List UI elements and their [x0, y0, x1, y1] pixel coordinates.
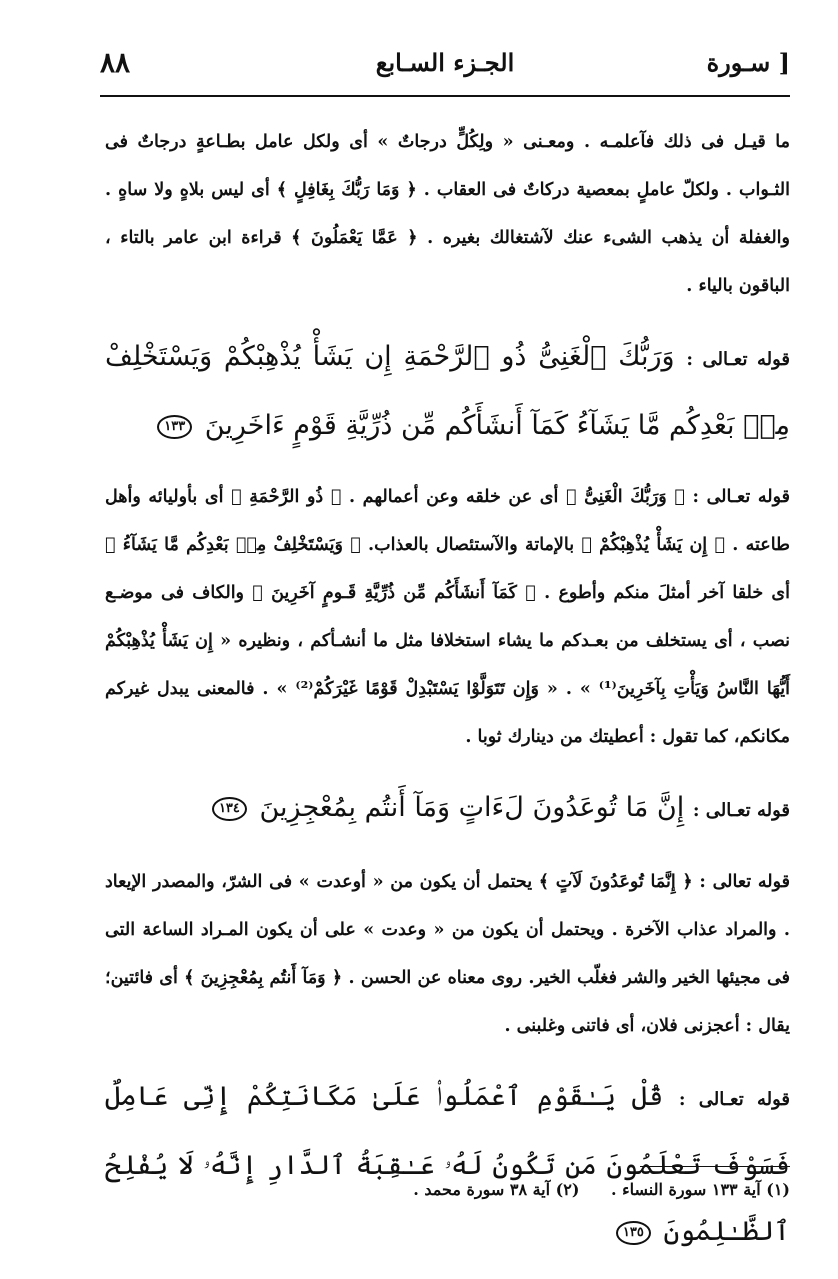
surah-label: [ سـورة: [706, 48, 790, 77]
ayah-number-marker: ١٣٥: [616, 1221, 651, 1245]
page-header: [100, 40, 790, 92]
verse-intro: قوله تعـالى :: [686, 349, 790, 370]
verse-text: إِنَّ مَا تُوعَدُونَ لَءَاتٍ وَمَآ أَنتُم بِمُعْجِزِينَ: [259, 792, 685, 823]
verse-text: وَرَبُّكَ ٱلْغَنِىُّ ذُو ٱلرَّحْمَةِ إِن يَشَأْ يُذْهِبْكُمْ وَيَسْتَخْلِفْ مِنۢ بَعْدِكُم مَّا يَشَآءُ كَمَآ أَنشَأَكُم مِّن ذُرِّيَّةِ قَوْمٍ ءَاخَرِينَ: [105, 341, 790, 441]
verse-intro: قوله تعـالى :: [692, 800, 790, 821]
verse-text: قُلْ يَـٰقَوْمِ ٱعْمَلُوا۟ عَلَىٰ مَكَانَتِكُمْ إِنِّى عَامِلٌ فَسَوْفَ تَعْلَمُونَ مَن تَكُونُ لَهُۥ عَـٰقِبَةُ ٱلدَّارِ إِنَّهُۥ لَا يُفْلِحُ ٱلظَّـٰلِمُونَ: [105, 1081, 790, 1247]
running-title: الجـزء السـابع: [375, 48, 515, 77]
page-number: ٨٨: [100, 46, 131, 79]
footnotes: [100, 1180, 790, 1199]
verse-intro: قوله تعـالى :: [678, 1089, 790, 1110]
footnote-divider: [640, 1166, 790, 1167]
ayah-number-marker: ١٣٣: [157, 415, 192, 439]
footnote-2: (٢) آية ٣٨ سورة محمد .: [413, 1180, 580, 1199]
footnote-1: (١) آية ١٣٣ سورة النساء .: [610, 1180, 790, 1199]
commentary-paragraph: قوله تعالى : ﴿ إِنَّمَا تُوعَدُونَ لَآتٍ ﴾ يحتمل أن يكون من « أوعدت » فى الشرّ، والمصدر الإيعاد . والمراد عذاب الآخرة . ويحتمل أن يكون من « وعدت » على أن يكون المـراد الساعة التى فى مجيئها الخير والشر فغلّب الخير. روى معناه عن الحسن . ﴿ وَمَآ أَنتُم بِمُعْجِزِينَ ﴾ أى فائتين؛ يقال : أعجزنى فلان، أى فاتنى وغلبنى .: [105, 872, 790, 1036]
verse-block: [105, 775, 790, 844]
header-divider: [100, 95, 790, 97]
verse-block: [105, 1064, 790, 1265]
page-body: [105, 118, 790, 1279]
ayah-number-marker: ١٣٤: [212, 797, 247, 821]
commentary-paragraph: ما قيـل فى ذلك فآعلمـه . ومعـنى « ولِكُلٍّ درجاتٌ » أى ولكل عامل بطـاعةٍ درجاتٌ فى الثـواب . ولكلّ عاملٍ بمعصية دركاتٌ فى العقاب . ﴿ وَمَا رَبُّكَ بِغَافِلٍ ﴾ أى ليس بلاهٍ ولا ساهٍ . والغفلة أن يذهب الشىء عنك لآشتغالك بغيره . ﴿ عَمَّا يَعْمَلُونَ ﴾ قراءة ابن عامر بالتاء ، الباقون بالياء .: [105, 132, 790, 296]
commentary-paragraph: قوله تعـالى : ﴿ وَرَبُّكَ الْغَنِىُّ ﴾ أى عن خلقه وعن أعمالهم . ﴿ ذُو الرَّحْمَةِ ﴾ أى بأوليائه وأهل طاعته . ﴿ إِن يَشَأْ يُذْهِبْكُمْ ﴾ بالإماتة والآستئصال بالعذاب. ﴿ وَيَسْتَخْلِفْ مِنۢ بَعْدِكُم مَّا يَشَآءُ ﴾ أى خلقا آخر أمثلَ منكم وأطوع . ﴿ كَمَآ أَنشَأَكُم مِّن ذُرِّيَّةِ قَـومٍ آخَرِينَ ﴾ والكاف فى موضـع نصب ، أى يستخلف من بعـدكم ما يشاء استخلافا مثل ما أنشـأكم ، ونظيره « إِن يَشَأْ يُذْهِبْكُمْ أَيُّهَا النَّاسُ وَيَأْتِ بِآخَرِينَ⁽¹⁾ » . « وَإِن تَتَوَلَّوْا يَسْتَبْدِلْ قَوْمًا غَيْرَكُمْ⁽²⁾ » . فالمعنى يبدل غيركم مكانكم، كما تقول : أعطيتك من دينارك ثوبا .: [105, 487, 790, 747]
verse-block: [105, 324, 790, 459]
